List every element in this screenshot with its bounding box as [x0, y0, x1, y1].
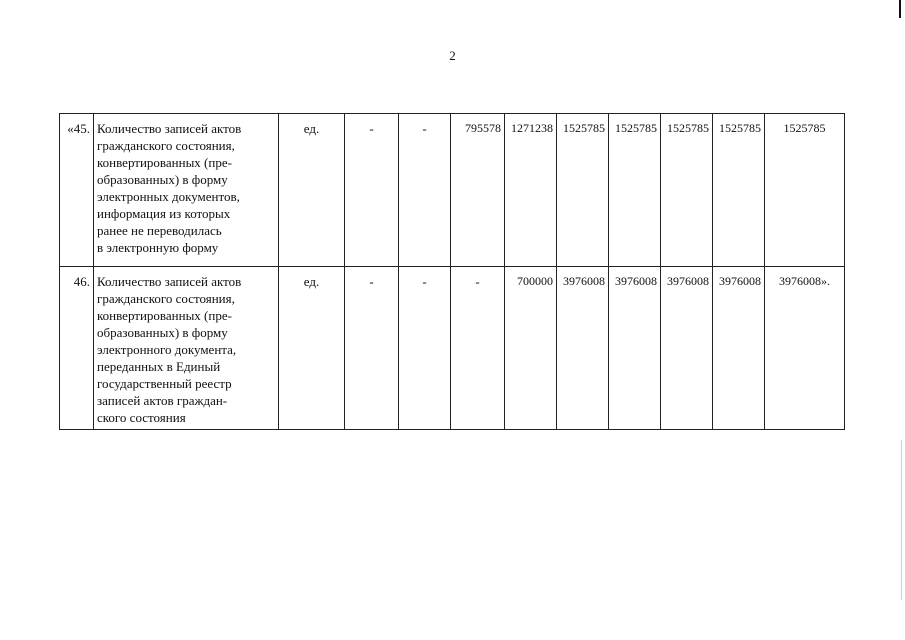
value-cell: - — [345, 114, 399, 267]
table-row — [60, 267, 845, 430]
row-unit: ед. — [279, 114, 345, 267]
value-cell: - — [451, 267, 505, 430]
value-cell: 1525785 — [661, 114, 713, 267]
description-line: образованных) в форму — [97, 172, 228, 187]
value-cell: 3976008 — [557, 267, 609, 430]
value-cell: 3976008 — [661, 267, 713, 430]
description-line: ского состояния — [97, 410, 186, 425]
description-line: электронных документов, — [97, 189, 240, 204]
description-line: информация из которых — [97, 206, 231, 221]
row-description — [94, 267, 279, 430]
value-cell: 700000 — [505, 267, 557, 430]
value-cell: 1525785 — [713, 114, 765, 267]
row-number: «45. — [60, 114, 94, 267]
scan-edge-shadow — [901, 440, 902, 600]
value-cell: 1525785 — [609, 114, 661, 267]
description-line: конвертированных (пре- — [97, 308, 232, 323]
value-cell: - — [345, 267, 399, 430]
description-line: Количество записей актов — [97, 274, 242, 289]
row-unit: ед. — [279, 267, 345, 430]
indicators-table — [59, 113, 845, 430]
value-cell: 3976008». — [765, 267, 845, 430]
description-line: электронного документа, — [97, 342, 237, 357]
value-cell: 3976008 — [609, 267, 661, 430]
description-line: записей актов граждан- — [97, 393, 228, 408]
value-cell: 1271238 — [505, 114, 557, 267]
value-cell: - — [399, 114, 451, 267]
value-cell: 3976008 — [713, 267, 765, 430]
description-line: конвертированных (пре- — [97, 155, 232, 170]
description-line: в электронную форму — [97, 240, 219, 255]
description-line: гражданского состояния, — [97, 138, 235, 153]
value-cell: 1525785 — [557, 114, 609, 267]
description-line: гражданского состояния, — [97, 291, 235, 306]
value-cell: 795578 — [451, 114, 505, 267]
table-row — [60, 114, 845, 267]
description-line: образованных) в форму — [97, 325, 228, 340]
page-number: 2 — [449, 48, 456, 63]
description-line: государственный реестр — [97, 376, 232, 391]
description-line: Количество записей актов — [97, 121, 242, 136]
scan-edge-mark — [899, 0, 901, 18]
value-cell: - — [399, 267, 451, 430]
row-description — [94, 114, 279, 267]
description-line: ранее не переводилась — [97, 223, 222, 238]
value-cell: 1525785 — [765, 114, 845, 267]
description-line: переданных в Единый — [97, 359, 221, 374]
row-number: 46. — [60, 267, 94, 430]
